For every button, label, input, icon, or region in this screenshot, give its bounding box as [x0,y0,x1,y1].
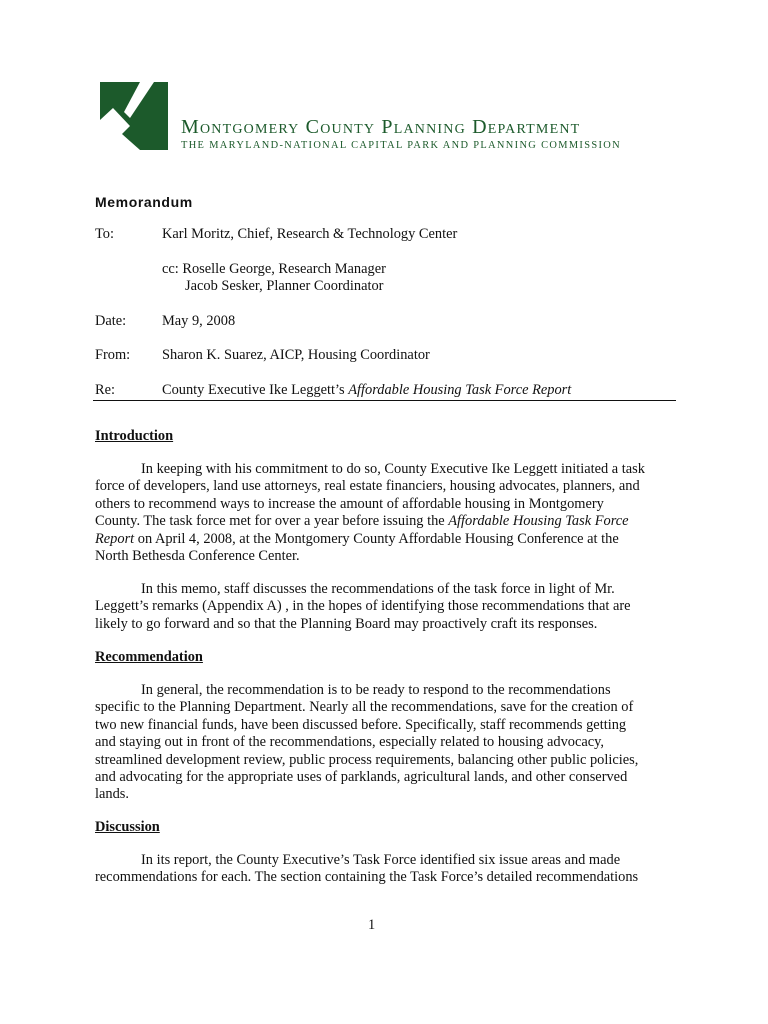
text-line [95,513,680,530]
text-line: lands. [95,786,129,803]
introduction-heading: Introduction [95,428,174,444]
organization-name: Montgomery County Planning Department [181,116,581,138]
re-value [162,382,571,399]
cc-line-2: Jacob Sesker, Planner Coordinator [185,278,384,294]
from-label: From: [95,347,131,363]
text-line: and advocating for the appropriate uses of parklands, agricultural lands, and other conserved [95,769,628,786]
to-label: To: [95,226,114,242]
text-line: force of developers, land use attorneys, real estate financiers, housing advocates, planners, and [95,478,640,495]
date-label: Date: [95,313,127,329]
from-value: Sharon K. Suarez, AICP, Housing Coordinator [162,347,430,363]
introduction-paragraph-1 [95,461,680,565]
text-line: In general, the recommendation is to be ready to respond to the recommendations [141,682,611,698]
text-line: streamlined development review, public process requirements, balancing other public policies, [95,751,639,768]
memo-title: Memorandum [95,194,193,210]
text-line: In this memo, staff discusses the recommendations of the task force in light of Mr. [141,581,615,597]
page-number: 1 [368,917,376,933]
organization-header [181,117,621,151]
recommendation-paragraph [95,682,680,804]
re-label: Re: [95,382,115,398]
to-value: Karl Moritz, Chief, Research & Technology Center [162,226,458,242]
report-title-part-2: Report [95,530,135,547]
text-line: specific to the Planning Department. Nearly all the recommendations, save for the creation of [95,699,634,716]
text-line: and staying out in front of the recommendations, especially related to housing advocacy, [95,734,604,751]
discussion-heading: Discussion [95,819,160,835]
report-title-part-1: Affordable Housing Task Force [448,513,629,530]
text-line: others to recommend ways to increase the amount of affordable housing in Montgomery [95,495,604,512]
discussion-paragraph [95,852,680,887]
date-value: May 9, 2008 [162,313,236,329]
text-line: likely to go forward and so that the Planning Board may proactively craft its responses. [95,615,598,632]
re-value-prefix: County Executive Ike Leggett’s [162,382,349,398]
text-line: Leggett’s remarks (Appendix A) , in the hopes of identifying those recommendations that are [95,598,631,615]
organization-subtitle: THE MARYLAND-NATIONAL CAPITAL PARK AND PLANNING COMMISSION [181,140,621,151]
text-line [95,531,680,548]
introduction-paragraph-2 [95,581,680,633]
header-divider [93,400,676,401]
text-segment: on April 4, 2008, at the Montgomery County Affordable Housing Conference at the [134,530,619,547]
text-line: recommendations for each. The section containing the Task Force’s detailed recommendations [95,869,639,886]
text-line: In its report, the County Executive’s Task Force identified six issue areas and made [141,852,621,868]
text-line: two new financial funds, have been discussed before. Specifically, staff recommends getting [95,716,627,733]
cc-line-1: cc: Roselle George, Research Manager [162,261,386,277]
text-line: In keeping with his commitment to do so, County Executive Ike Leggett initiated a task [141,461,645,477]
text-line: North Bethesda Conference Center. [95,548,300,565]
text-segment: County. The task force met for over a year before issuing the [95,513,449,530]
re-value-title: Affordable Housing Task Force Report [348,382,572,398]
mncppc-logo-icon [100,82,168,150]
recommendation-heading: Recommendation [95,649,203,665]
